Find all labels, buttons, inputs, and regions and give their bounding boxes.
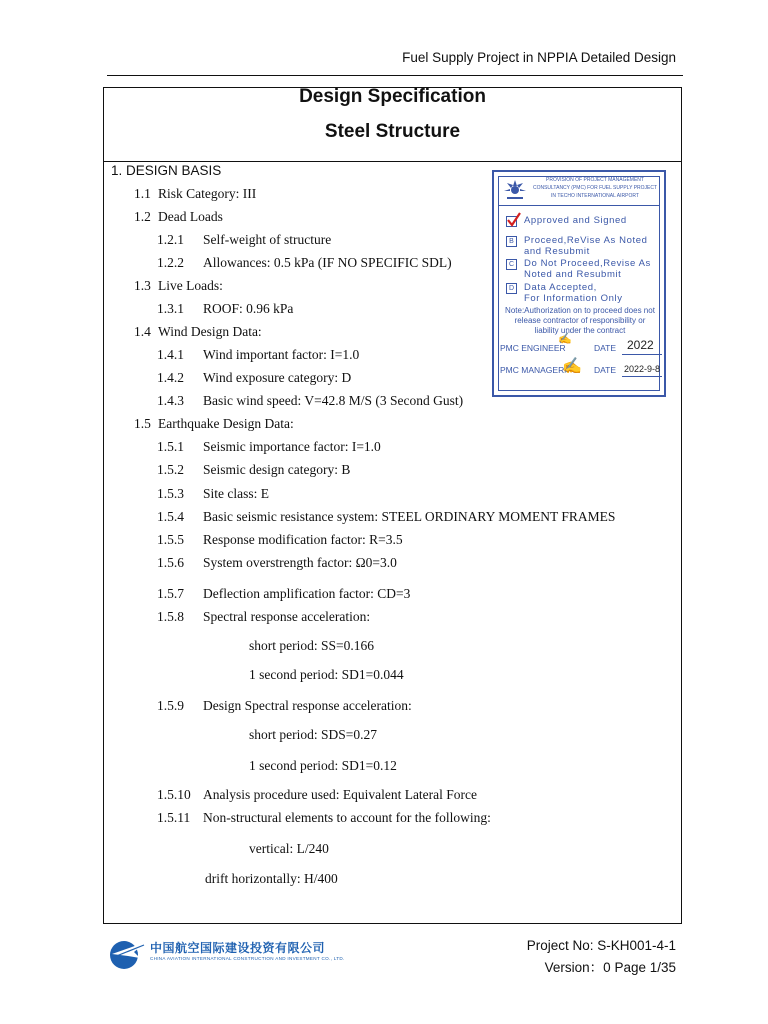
option-a-label: Approved and Signed: [524, 215, 627, 226]
document-title: Design Specification: [299, 86, 486, 107]
item-text: Risk Category: III: [158, 186, 257, 201]
item-number: 1.5.5: [157, 532, 184, 547]
stamp-separator: [498, 205, 660, 206]
red-check-mark-icon: [506, 211, 522, 227]
page-header: Fuel Supply Project in NPPIA Detailed Design: [402, 50, 676, 65]
item-1-5-1: [157, 439, 381, 455]
pmc-logo-icon: [502, 178, 528, 202]
item-text: Site class: E: [203, 486, 269, 501]
item-number: 1.5.7: [157, 586, 184, 601]
item-text: Self-weight of structure: [203, 232, 332, 247]
manager-date-line: [622, 376, 662, 377]
item-1-5-5: [157, 532, 403, 548]
item-1-1: [134, 186, 256, 202]
item-1-5-10: [157, 787, 477, 803]
item-number: 1.5.6: [157, 555, 184, 570]
item-text: Non-structural elements to account for the following:: [203, 810, 491, 825]
item-text: Deflection amplification factor: CD=3: [203, 586, 411, 601]
engineer-date-line: [622, 354, 662, 355]
manager-signature: ✍: [562, 358, 582, 375]
option-c-checkbox: C: [506, 259, 517, 270]
item-number: 1.5.10: [157, 787, 191, 802]
item-number: 1.5.8: [157, 609, 184, 624]
engineer-date-label: DATE: [594, 343, 617, 353]
item-1-4-2: [157, 370, 351, 386]
item-text: Spectral response acceleration:: [203, 609, 371, 624]
engineer-label: PMC ENGINEER: [500, 343, 566, 353]
stamp-note: Note:Authorization on to proceed does not release contractor of responsibility or liability under the contract: [505, 306, 655, 335]
engineer-date: 2022: [627, 338, 654, 352]
item-number: 1.2.1: [157, 232, 184, 247]
item-number: 1.5.2: [157, 462, 184, 477]
company-logo-icon: [108, 936, 148, 970]
item-text: Wind Design Data:: [158, 324, 262, 339]
option-c-label: Do Not Proceed,Revise As: [524, 258, 651, 269]
option-d-label-2: For Information Only: [524, 293, 623, 304]
item-number: 1.2: [134, 209, 151, 224]
engineer-signature: ✍: [558, 333, 572, 345]
project-number: Project No: S-KH001-4-1: [526, 938, 676, 953]
item-text: Response modification factor: R=3.5: [203, 532, 403, 547]
item-1-5-3: [157, 486, 269, 502]
item-1-3: [134, 278, 223, 294]
section-heading: 1. DESIGN BASIS: [111, 163, 222, 178]
item-number: 1.5.4: [157, 509, 184, 524]
header-rule: [107, 75, 683, 76]
company-name-cn: 中国航空国际建设投资有限公司: [150, 941, 326, 955]
item-number: 1.2.2: [157, 255, 184, 270]
title-separator: [103, 161, 682, 162]
item-text: Basic seismic resistance system: STEEL ORDINARY MOMENT FRAMES: [203, 509, 616, 524]
option-b-label-2: and Resubmit: [524, 246, 590, 257]
version-page: Version：0 Page 1/35: [544, 960, 676, 975]
manager-date: 2022-9-8: [624, 364, 661, 374]
manager-label: PMC MANAGER: [500, 365, 565, 375]
item-1-5-7: [157, 586, 410, 602]
item-text: Seismic importance factor: I=1.0: [203, 439, 381, 454]
item-number: 1.5.3: [157, 486, 184, 501]
item-1-2-2: [157, 255, 452, 271]
item-1-2: [134, 209, 223, 225]
option-c-label-2: Noted and Resubmit: [524, 269, 622, 280]
item-1-2-1: [157, 232, 331, 248]
item-number: 1.5.1: [157, 439, 184, 454]
item-number: 1.1: [134, 186, 151, 201]
item-text: System overstrength factor: Ω0=3.0: [203, 555, 397, 570]
item-1-5-2: [157, 462, 350, 478]
item-number: 1.5.11: [157, 810, 191, 825]
item-number: 1.5: [134, 416, 151, 431]
item-text: Earthquake Design Data:: [158, 416, 294, 431]
item-text: Analysis procedure used: Equivalent Lateral Force: [203, 787, 478, 802]
item-1-4: [134, 324, 262, 340]
item-1-4-1: [157, 347, 359, 363]
item-number: 1.4.2: [157, 370, 184, 385]
stamp-organization: PROVISION OF PROJECT MANAGEMENT CONSULTANCY (PMC) FOR FUEL SUPPLY PROJECT IN TECHO INTERNATIONAL AIRPORT: [532, 177, 658, 199]
item-1-5-9: [157, 698, 412, 714]
sub-line-sds: short period: SDS=0.27: [249, 727, 377, 742]
item-text: Design Spectral response acceleration:: [203, 698, 412, 713]
company-name-en: CHINA AVIATION INTERNATIONAL CONSTRUCTION AND INVESTMENT CO., LTD.: [150, 956, 345, 961]
document-subtitle: Steel Structure: [324, 121, 461, 142]
manager-date-label: DATE: [594, 365, 617, 375]
item-number: 1.4.3: [157, 393, 184, 408]
item-text: Basic wind speed: V=42.8 M/S (3 Second Gust): [203, 393, 464, 408]
option-b-checkbox: B: [506, 236, 517, 247]
item-1-5-4: [157, 509, 615, 525]
item-text: Live Loads:: [158, 278, 223, 293]
item-1-5-6: [157, 555, 397, 571]
sub-line-ss: short period: SS=0.166: [249, 638, 374, 653]
sub-line-drift: drift horizontally: H/400: [205, 871, 338, 886]
item-text: Wind exposure category: D: [203, 370, 352, 385]
approval-stamp: [492, 170, 666, 397]
item-1-5-8: [157, 609, 370, 625]
item-1-5: [134, 416, 294, 432]
sub-line-vertical: vertical: L/240: [249, 841, 329, 856]
item-number: 1.3: [134, 278, 151, 293]
item-text: Wind important factor: I=1.0: [203, 347, 360, 362]
item-text: ROOF: 0.96 kPa: [203, 301, 294, 316]
option-d-checkbox: D: [506, 283, 517, 294]
sub-line-sd1: 1 second period: SD1=0.044: [249, 667, 404, 682]
item-number: 1.3.1: [157, 301, 184, 316]
option-d-label: Data Accepted,: [524, 282, 597, 293]
item-1-5-11: [157, 810, 491, 826]
item-1-3-1: [157, 301, 293, 317]
item-number: 1.4: [134, 324, 151, 339]
item-text: Dead Loads: [158, 209, 223, 224]
option-b-label: Proceed,ReVise As Noted: [524, 235, 648, 246]
item-text: Allowances: 0.5 kPa (IF NO SPECIFIC SDL): [203, 255, 452, 270]
item-1-4-3: [157, 393, 463, 409]
item-text: Seismic design category: B: [203, 462, 351, 477]
sub-line-sd1-design: 1 second period: SD1=0.12: [249, 758, 397, 773]
item-number: 1.5.9: [157, 698, 184, 713]
item-number: 1.4.1: [157, 347, 184, 362]
